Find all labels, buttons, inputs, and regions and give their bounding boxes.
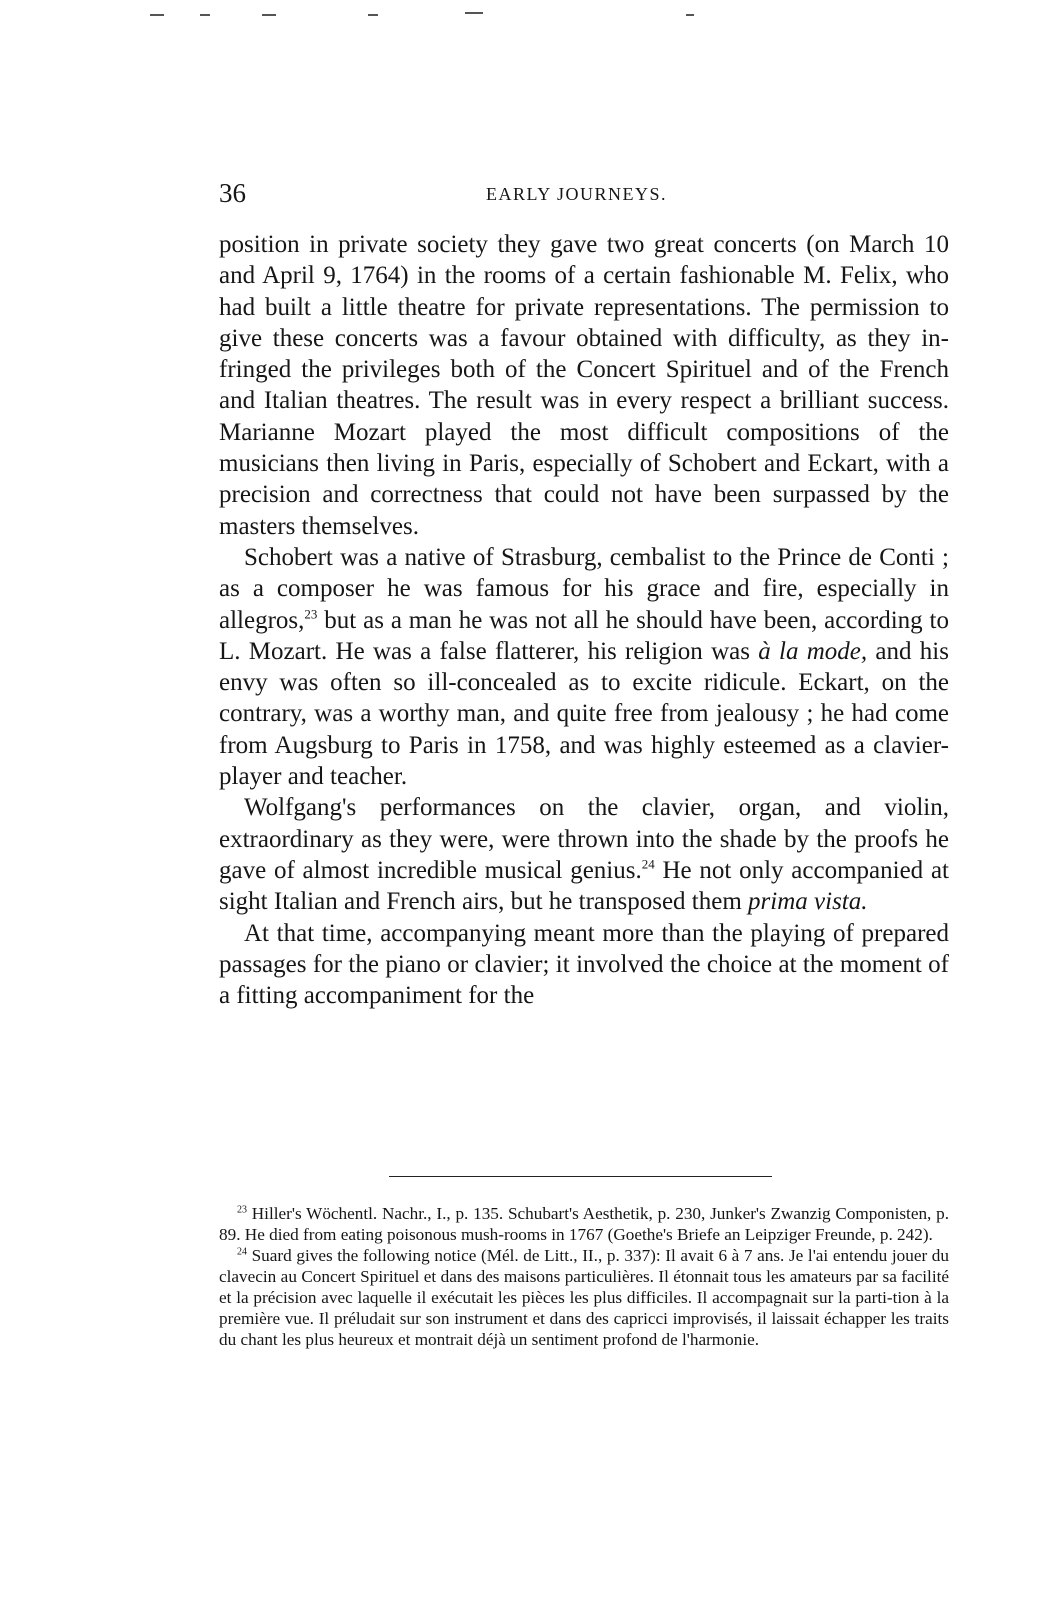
footnotes [219,1203,949,1350]
footnote: $^{23}$ Hiller's Wöchentl. Nachr., I., p. 135. Schubart's Aesthetik, p. 230, Junker's Zwanzig Componisten, p. 89. He died from eating poisonous mush-rooms in 1767 (Goethe's Briefe an Leipziger Freunde, p. 242). [219,1204,949,1244]
body-text [219,229,949,1011]
running-head: EARLY JOURNEYS. [486,184,668,204]
footnote-reference: 23 [304,606,318,622]
scan-artifact [465,12,483,14]
footnote: $^{24}$ Suard gives the following notice (Mél. de Litt., II., p. 337): Il avait 6 à 7 ans. Je l'ai entendu jouer du clavecin au Concert Spirituel et dans des maisons particulières. Il étonnait tous les amateurs par sa facilité et la précision avec laquelle il exécutait les pièces les plus difficiles. Il accompagnait sur la parti-tion à la première vue. Il préludait sur son instrument et dans des capricci improvisés, il laissait échapper les traits du chant les plus heureux et montrait déjà un sentiment profond de l'harmonie. [219,1246,949,1349]
italic-phrase: à la mode, [758,637,868,665]
scan-artifact [150,14,164,16]
scan-artifact [262,14,276,16]
footnote-marker: 23 [237,1204,247,1216]
paragraph: Schobert was a native of Strasburg, cembalist to the Prince de Conti ; as a composer he was famous for his grace and fire, especially in allegros,$^{23}$ but as a man he was not all he should have been, according to L. Mozart. He was a false flatterer, his religion was à la mode, and his envy was often so ill-concealed as to excite ridicule. Eckart, on the contrary, was a worthy man, and quite free from jealousy ; he had come from Augsburg to Paris in 1758, and was highly esteemed as a clavier-player and teacher. [219,543,949,791]
paragraph: Wolfgang's performances on the clavier, organ, and violin, extraordinary as they were, were thrown into the shade by the proofs he gave of almost incredible musical genius.$^{24}$ He not only accompanied at sight Italian and French airs, but he transposed them prima vista. [219,794,949,916]
scan-artifact [686,14,694,16]
paragraph: position in private society they gave two great concerts (on March 10 and April 9, 1764) in the rooms of a certain fashionable M. Felix, who had built a little theatre for private representations. The permission to give these concerts was a favour obtained with difficulty, as they in-fringed the privileges both of the Concert Spirituel and of the French and Italian theatres. The result was in every respect a brilliant success. Marianne Mozart played the most difficult compositions of the musicians then living in Paris, especially of Schobert and Eckart, with a precision and correctness that could not have been surpassed by the masters themselves. [219,231,949,540]
italic-phrase: prima vista. [748,888,868,916]
footnote-reference: 24 [641,856,655,872]
page-header [219,178,949,218]
footnote-divider [389,1176,772,1177]
scan-artifact [200,14,210,16]
footnote-marker: 24 [237,1246,247,1258]
page-number: 36 [219,178,246,208]
scan-artifact [368,14,378,16]
paragraph: At that time, accompanying meant more than the playing of prepared passages for the piano or clavier; it involved the choice at the moment of a fitting accompaniment for the [219,919,949,1010]
